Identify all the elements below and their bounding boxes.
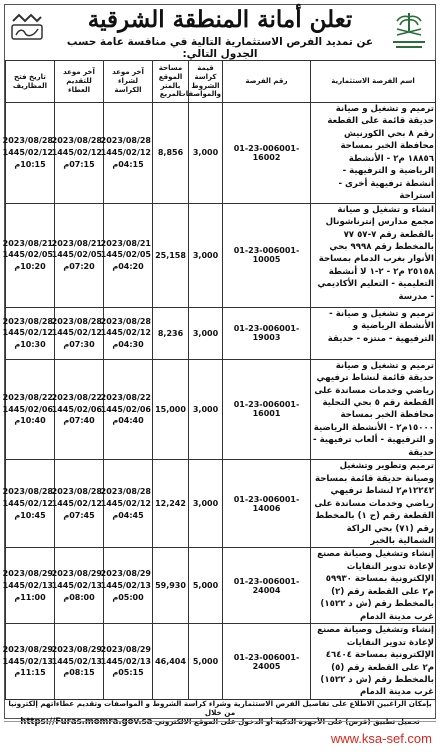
table-row <box>6 460 436 548</box>
purchase-deadline <box>100 359 153 460</box>
opportunity-name: إنشاء وتشغيل وصيانة مصنع لإعادة تدوير النفايات الإلكترونية بمساحة ٤٦٤٠٤ م٢ على القطعة رقم (٥) بالمخطط رقم (ش د ١٥٢٢) غرب مدينة الدمام <box>311 624 436 700</box>
submit-deadline <box>51 307 104 359</box>
opportunity-name: ترميم و تشغيل و صيانة - الأنشطة الرياضية و الترفيهية - منتزه - حديقة <box>311 307 436 359</box>
table-header-row <box>6 61 436 103</box>
date-gregorian: 2023/08/29 <box>51 645 102 655</box>
footer-note <box>4 699 436 728</box>
date-hijri: 1445/02/13 <box>100 656 151 666</box>
date-gregorian: 2023/08/29 <box>2 645 53 655</box>
date-gregorian: 2023/08/29 <box>51 569 102 579</box>
table-row <box>6 103 436 204</box>
date-hijri: 1445/02/12 <box>100 499 151 509</box>
opportunity-number-text: 01-23-006001-24005 <box>233 652 300 671</box>
site-area: 46,404 <box>153 624 189 700</box>
col-header-purchase: آخر موعد لشراء الكراسة <box>104 61 153 103</box>
date-gregorian: 2023/08/22 <box>100 393 151 403</box>
booklet-price: 3,000 <box>189 359 223 460</box>
date-gregorian: 2023/08/22 <box>51 393 102 403</box>
time: 10:15م <box>14 159 46 169</box>
booklet-price: 5,000 <box>189 624 223 700</box>
time: 10:40م <box>14 416 46 426</box>
time: 07:40م <box>63 416 95 426</box>
table-row <box>6 548 436 624</box>
date-hijri: 1445/02/12 <box>2 328 53 338</box>
purchase-deadline <box>100 203 153 307</box>
furas-logo-icon <box>9 11 45 45</box>
booklet-price: 3,000 <box>189 103 223 204</box>
table-row <box>6 624 436 700</box>
date-gregorian: 2023/08/28 <box>2 136 53 146</box>
palm-swords-emblem-icon <box>387 9 431 53</box>
opportunity-number <box>223 359 311 460</box>
booklet-price: 3,000 <box>189 203 223 307</box>
opportunity-number <box>223 624 311 700</box>
col-header-number: رقم الفرصة <box>223 61 311 103</box>
purchase-deadline <box>100 307 153 359</box>
date-gregorian: 2023/08/21 <box>100 238 151 248</box>
submit-deadline <box>51 624 104 700</box>
time: 04:30م <box>112 339 144 349</box>
notice-panel <box>4 4 436 719</box>
date-hijri: 1445/02/13 <box>2 656 53 666</box>
time: 04:40م <box>112 416 144 426</box>
opportunity-name: ترميم و تشغيل و صيانة حديقة قائمة على القطعة رقم ٨ بحي الكورنيش محافظة الخبر بمساحة ١٨٨٥٦ م٢ - الأنشطة الرياضية و الترفيهية - أنشطة ترفيهية أخرى - استراحة <box>311 103 436 204</box>
envelope-opening-date <box>2 103 55 204</box>
date-gregorian: 2023/08/28 <box>100 487 151 497</box>
date-hijri: 1445/02/05 <box>100 250 151 260</box>
opportunity-number <box>223 548 311 624</box>
submit-deadline <box>51 203 104 307</box>
envelope-opening-date <box>2 548 55 624</box>
footer-line-1: بإمكان الراغبين الاطلاع على تفاصيل الفرص الاستثمارية وشراء كراسة الشروط و المواصفات وتقديم عطاءاتهم إلكترونيا من خلال <box>8 699 432 717</box>
date-gregorian: 2023/08/28 <box>100 136 151 146</box>
date-gregorian: 2023/08/21 <box>2 238 53 248</box>
purchase-deadline <box>100 460 153 548</box>
opportunity-name: ترميم وتطوير وتشغيل وصيانة حديقة قائمة بمساحة ١٢٢٤٢م٢ لنشاط ترفيهي رياضي وخدمات مساندة على القطعة رقم (ح ١) بالمخطط رقم (٧١) بحي الراكة الشمالية بالخبر <box>311 460 436 548</box>
date-hijri: 1445/02/05 <box>2 250 53 260</box>
time: 04:15م <box>112 159 144 169</box>
site-area: 12,242 <box>153 460 189 548</box>
time: 05:15م <box>112 668 144 678</box>
time: 04:20م <box>112 261 144 271</box>
opportunity-number-text: 01-23-006001-19003 <box>233 324 300 343</box>
date-gregorian: 2023/08/22 <box>2 393 53 403</box>
time: 07:15م <box>63 159 95 169</box>
date-gregorian: 2023/08/28 <box>2 316 53 326</box>
time: 07:20م <box>63 261 95 271</box>
opportunity-number <box>223 203 311 307</box>
date-hijri: 1445/02/12 <box>51 328 102 338</box>
date-hijri: 1445/02/12 <box>2 148 53 158</box>
col-header-area: مساحة الموقع بالمتر المربع <box>153 61 189 103</box>
opportunity-name: إنشاء وتشغيل وصيانة مصنع لإعادة تدوير النفايات الإلكترونية بمساحة ٥٩٩٣٠ م٢ على القطعة رقم (٢) بالمخطط رقم (ش د ١٥٢٢) غرب مدينة الدمام <box>311 548 436 624</box>
submit-deadline <box>51 460 104 548</box>
date-gregorian: 2023/08/28 <box>51 316 102 326</box>
date-hijri: 1445/02/12 <box>100 328 151 338</box>
opportunity-name: انشاء و تشغيل و صيانة مجمع مدارس إنترناشونال بالقطعة رقم ٧-٥٧ ٧٧ بالمخطط رقم ٩٩٩٨ بحي الأنوار بغرب الدمام بمساحة ٢٥١٥٨ م٢ - ٢-١ لا أنشطة التعليمية - التعليم الأكاديمي - مدرسة <box>311 203 436 307</box>
purchase-deadline <box>100 103 153 204</box>
date-hijri: 1445/02/13 <box>100 580 151 590</box>
submit-deadline <box>51 103 104 204</box>
opportunity-number-text: 01-23-006001-16001 <box>233 400 300 419</box>
date-hijri: 1445/02/06 <box>2 404 53 414</box>
site-area: 8,856 <box>153 103 189 204</box>
envelope-opening-date <box>2 359 55 460</box>
date-hijri: 1445/02/13 <box>51 580 102 590</box>
header <box>5 5 435 60</box>
time: 05:00م <box>112 592 144 602</box>
time: 11:00م <box>14 592 46 602</box>
site-area: 15,000 <box>153 359 189 460</box>
opportunity-number <box>223 307 311 359</box>
table-row <box>6 359 436 460</box>
divider <box>4 721 436 722</box>
site-area: 59,930 <box>153 548 189 624</box>
table-row <box>6 203 436 307</box>
date-gregorian: 2023/08/29 <box>100 645 151 655</box>
time: 08:00م <box>63 592 95 602</box>
envelope-opening-date <box>2 307 55 359</box>
purchase-deadline <box>100 624 153 700</box>
col-header-open: تاريخ فتح المظاريف <box>6 61 55 103</box>
ministry-logo <box>387 9 431 53</box>
date-hijri: 1445/02/06 <box>51 404 102 414</box>
date-gregorian: 2023/08/28 <box>100 316 151 326</box>
date-gregorian: 2023/08/28 <box>51 136 102 146</box>
time: 10:45م <box>14 510 46 520</box>
date-gregorian: 2023/08/21 <box>51 238 102 248</box>
date-hijri: 1445/02/12 <box>51 499 102 509</box>
opportunity-number-text: 01-23-006001-16002 <box>233 143 300 162</box>
col-header-submit: آخر موعد للتقديم العطاء <box>55 61 104 103</box>
watermark-link[interactable]: www.ksa-sef.com <box>330 731 432 746</box>
date-hijri: 1445/02/13 <box>2 580 53 590</box>
submit-deadline <box>51 359 104 460</box>
booklet-price: 3,000 <box>189 307 223 359</box>
time: 10:30م <box>14 339 46 349</box>
purchase-deadline <box>100 548 153 624</box>
envelope-opening-date <box>2 203 55 307</box>
opportunity-number <box>223 460 311 548</box>
envelope-opening-date <box>2 624 55 700</box>
time: 11:15م <box>14 668 46 678</box>
page-title: تعلن أمانة المنطقة الشرقية <box>87 6 353 33</box>
site-area: 8,236 <box>153 307 189 359</box>
furas-website-link[interactable]: https://Furas.momra.gov.sa <box>20 717 153 727</box>
date-hijri: 1445/02/12 <box>100 148 151 158</box>
page-subtitle: عن تمديد الفرص الاستثمارية التالية في منافسة عامة حسب الجدول التالي: <box>66 36 374 60</box>
date-hijri: 1445/02/05 <box>51 250 102 260</box>
footer-line-2-text: تحميل تطبيق (فرص) على الأجهزة الذكية أو الدخول على الموقع الالكتروني <box>154 717 420 726</box>
submit-deadline <box>51 548 104 624</box>
time: 10:20م <box>14 261 46 271</box>
time: 07:30م <box>63 339 95 349</box>
date-gregorian: 2023/08/29 <box>2 569 53 579</box>
time: 04:45م <box>112 510 144 520</box>
furas-logo <box>9 11 45 45</box>
opportunity-name: ترميم و تشغيل و صيانة حديقة قائمة لنشاط ترفيهي رياضي وخدمات مساندة على القطعة رقم ٥ بحي التحلية محافظة الخبر بمساحة ١٥٠٠٠م٢ - الأنشطة الرياضية و الترفيهية - ألعاب ترفيهية - حديقة <box>311 359 436 460</box>
date-gregorian: 2023/08/29 <box>100 569 151 579</box>
date-gregorian: 2023/08/28 <box>51 487 102 497</box>
time: 08:15م <box>63 668 95 678</box>
booklet-price: 5,000 <box>189 548 223 624</box>
opportunity-number-text: 01-23-006001-14006 <box>233 494 300 513</box>
date-gregorian: 2023/08/28 <box>2 487 53 497</box>
col-header-price: قيمة كراسة الشروط والمواصفات <box>189 61 223 103</box>
date-hijri: 1445/02/13 <box>51 656 102 666</box>
date-hijri: 1445/02/12 <box>2 499 53 509</box>
footer-line-2 <box>4 717 436 728</box>
table-row <box>6 307 436 359</box>
opportunity-number <box>223 103 311 204</box>
col-header-name: اسم الفرصة الاستثمارية <box>311 61 436 103</box>
opportunity-number-text: 01-23-006001-24004 <box>233 576 300 595</box>
site-area: 25,158 <box>153 203 189 307</box>
opportunity-number-text: 01-23-006001-10005 <box>233 246 300 265</box>
envelope-opening-date <box>2 460 55 548</box>
date-hijri: 1445/02/06 <box>100 404 151 414</box>
date-hijri: 1445/02/12 <box>51 148 102 158</box>
opportunities-table <box>2 60 436 700</box>
time: 07:45م <box>63 510 95 520</box>
booklet-price: 3,000 <box>189 460 223 548</box>
